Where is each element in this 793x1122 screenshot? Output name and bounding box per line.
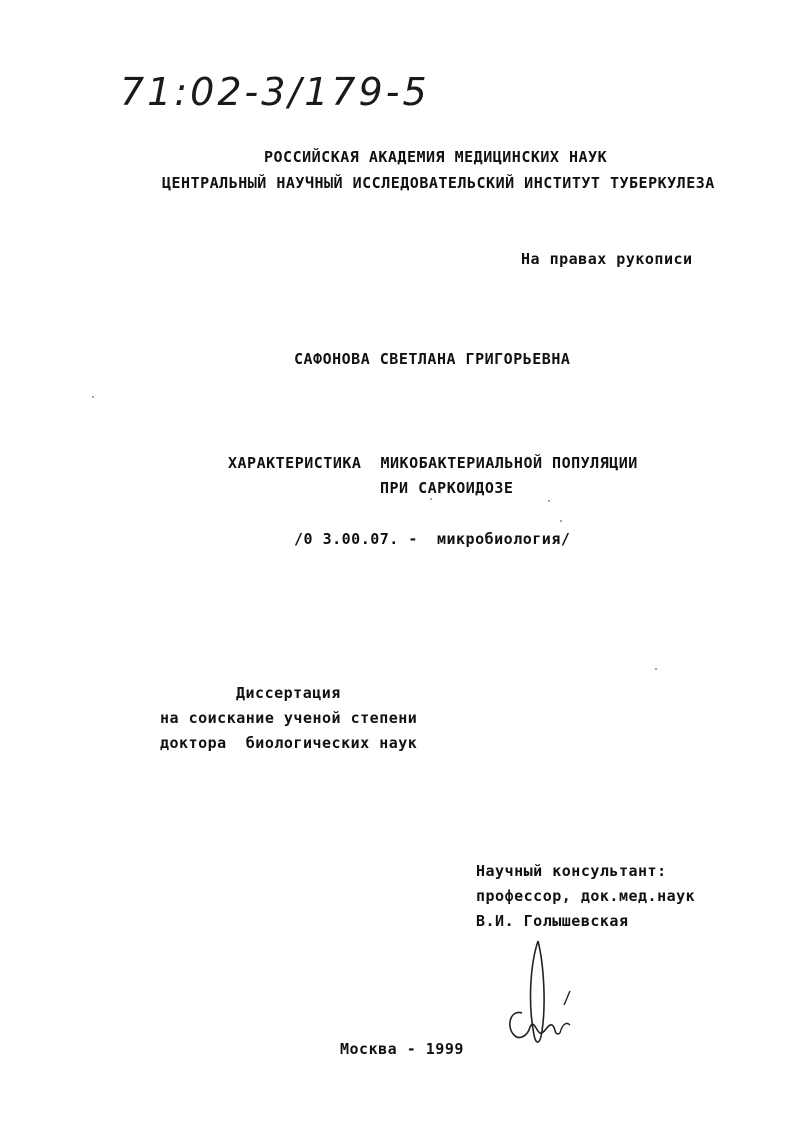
manuscript-note: На правах рукописи <box>521 250 693 268</box>
consultant-name: В.И. Голышевская <box>476 912 629 930</box>
scan-speck <box>560 520 562 522</box>
title-line-1: ХАРАКТЕРИСТИКА МИКОБАКТЕРИАЛЬНОЙ ПОПУЛЯЦИИ <box>228 454 638 472</box>
archive-number: 71:02-3/179-5 <box>120 70 430 114</box>
scan-speck <box>430 498 432 500</box>
degree-line-1: на соискание ученой степени <box>160 709 418 727</box>
city-year: Москва - 1999 <box>340 1040 464 1058</box>
scan-speck <box>655 668 657 670</box>
scan-speck <box>92 396 94 398</box>
scan-speck <box>548 500 550 502</box>
academy-name: РОССИЙСКАЯ АКАДЕМИЯ МЕДИЦИНСКИХ НАУК <box>264 148 608 166</box>
author-name: САФОНОВА СВЕТЛАНА ГРИГОРЬЕВНА <box>294 350 571 368</box>
degree-line-2: доктора биологических наук <box>160 734 418 752</box>
institute-name: ЦЕНТРАЛЬНЫЙ НАУЧНЫЙ ИССЛЕДОВАТЕЛЬСКИЙ ИНСТИТУТ ТУБЕРКУЛЕЗА <box>162 174 715 192</box>
title-line-2: ПРИ САРКОИДОЗЕ <box>380 479 514 497</box>
consultant-position: профессор, док.мед.наук <box>476 887 696 905</box>
handwritten-signature <box>500 935 590 1055</box>
dissertation-label: Диссертация <box>236 684 341 702</box>
consultant-label: Научный консультант: <box>476 862 667 880</box>
specialty-code: /0 3.00.07. - микробиология/ <box>294 530 571 548</box>
